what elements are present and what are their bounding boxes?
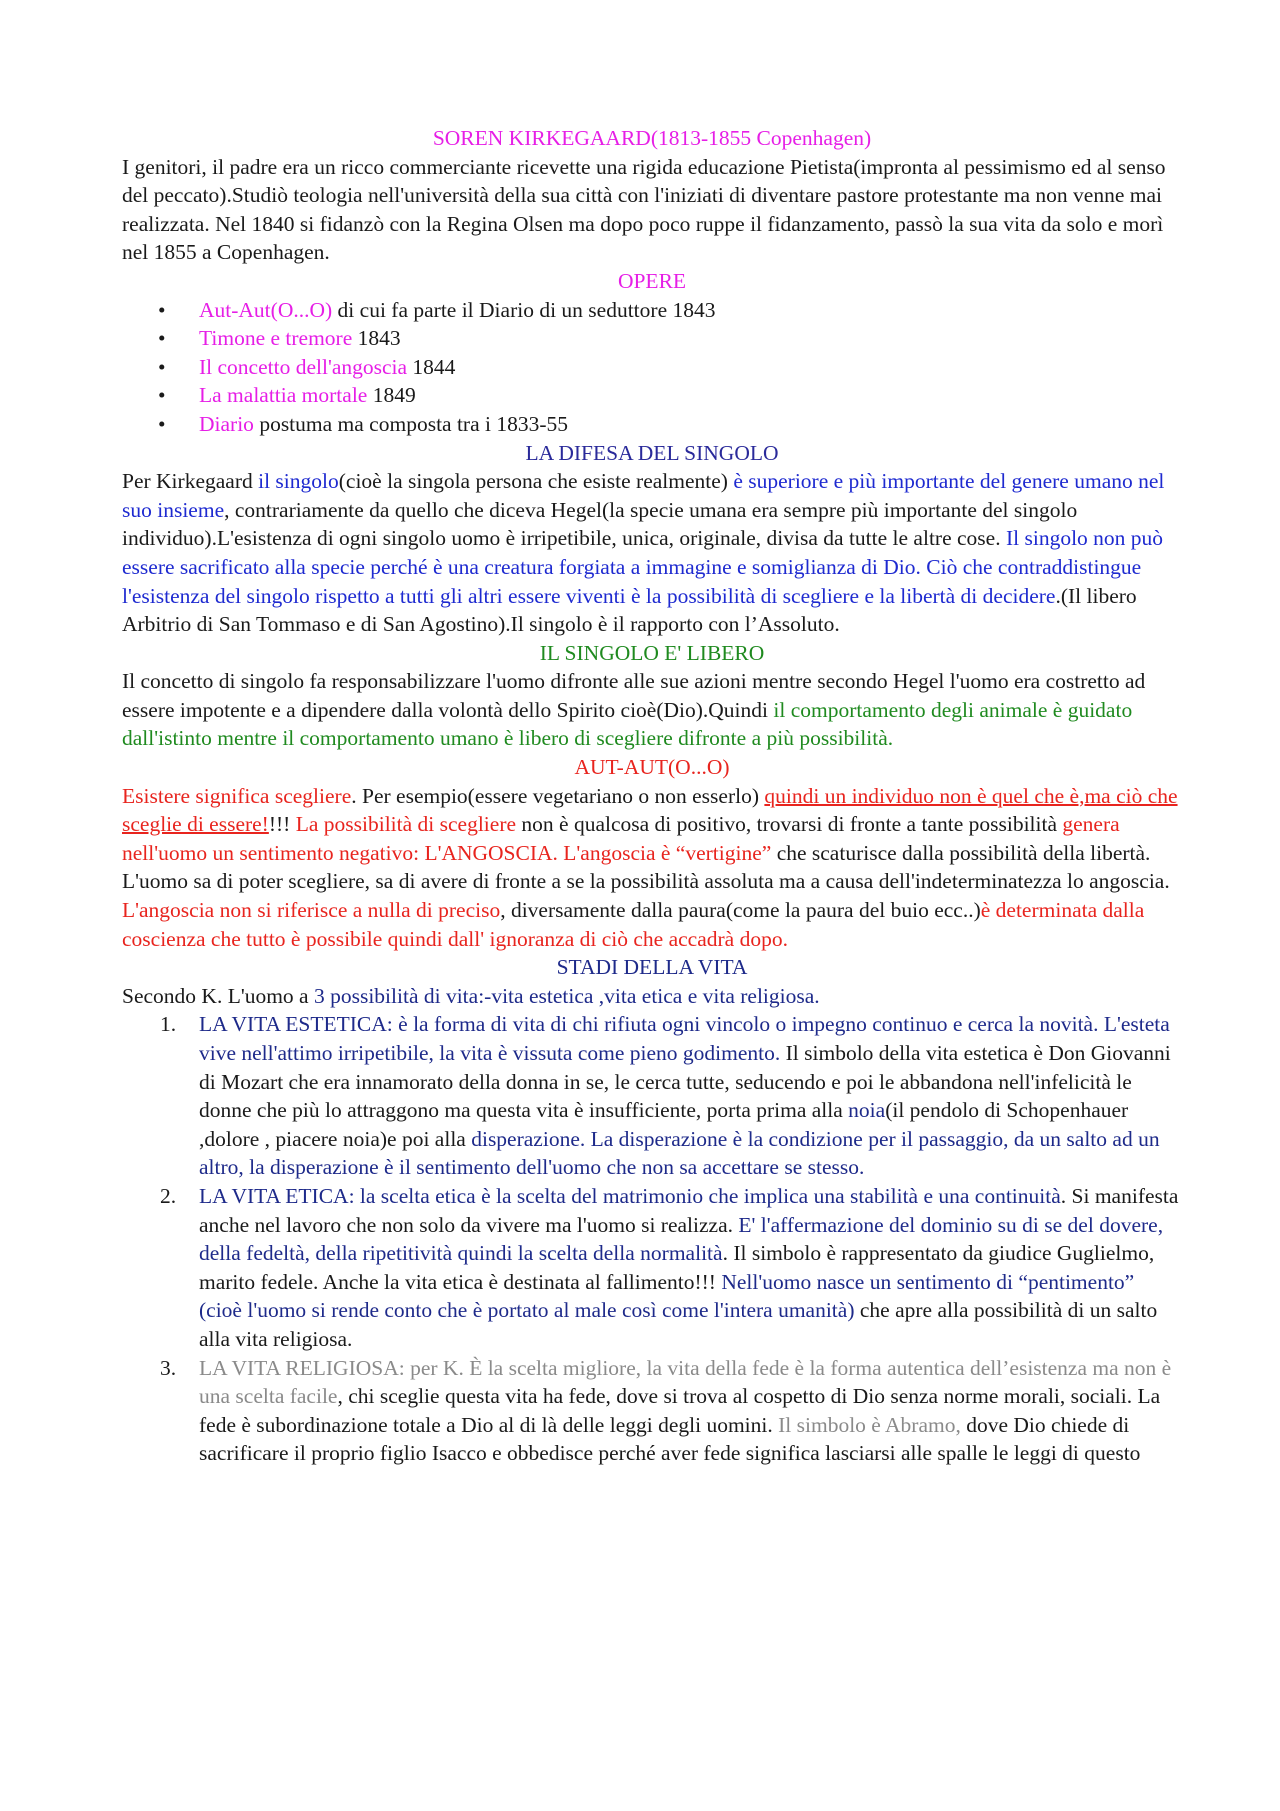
heading-libero: IL SINGOLO E' LIBERO [539, 640, 765, 665]
bullet: • [158, 354, 166, 379]
intro-paragraph: I genitori, il padre era un ricco commerciante ricevette una rigida educazione Pietista(impronta al pessimismo ed al senso del peccato).Studiò teologia nell'università della sua città con l'iniziati di diventare pastore protestante ma non venne mai realizzata. Nel 1840 si fidanzò con la Regina Olsen ma dopo poco ruppe il fidanzamento, passò la sua vita da solo e morì nel 1855 a Copenhagen. [122, 154, 1166, 265]
libero-paragraph: Il concetto di singolo fa responsabilizzare l'uomo difronte alle sue azioni mentre secondo Hegel l'uomo era costretto ad essere impotente e a dipendere dalla volontà dello Spirito cioè(Dio).Quindi il comportamento degli animale è guidato dall'istinto mentre il comportamento umano è libero di scegliere difronte a più possibilità. [122, 669, 1146, 751]
stadi-list [122, 1010, 1182, 1468]
list-item: • Aut-Aut(O...O) di cui fa parte il Diario di un seduttore 1843 [122, 296, 1182, 325]
document-page [122, 124, 1182, 1468]
list-item: • Diario postuma ma composta tra i 1833-55 [122, 410, 1182, 439]
bullet: • [158, 411, 166, 436]
opere-list [122, 296, 1182, 439]
bullet: • [158, 383, 166, 408]
document-title: SOREN KIRKEGAARD(1813-1855 Copenhagen) [432, 126, 872, 150]
autaut-paragraph: Esistere significa scegliere. Per esempio(essere vegetariano o non esserlo) quindi un individuo non è quel che è,ma ciò che sceglie di essere!!!! La possibilità di scegliere non è qualcosa di positivo, trovarsi di fronte a tante possibilità genera nell'uomo un sentimento negativo: L'ANGOSCIA. L'angoscia è “vertigine” che scaturisce dalla possibilità della libertà. L'uomo sa di poter scegliere, sa di avere di fronte a se la possibilità assoluta ma a causa dell'indeterminatezza lo angoscia. L'angoscia non si riferisce a nulla di preciso, diversamente dalla paura(come la paura del buio ecc..)è determinata dalla coscienza che tutto è possibile quindi dall' ignoranza di ciò che accadrà dopo. [122, 783, 1178, 951]
list-item: 2. LA VITA ETICA: la scelta etica è la scelta del matrimonio che implica una stabilità e una continuità. Si manifesta anche nel lavoro che non solo da vivere ma l'uomo si realizza. E' l'affermazione del dominio su di se del dovere, della fedeltà, della ripetitività quindi la scelta della normalità. Il simbolo è rappresentato da giudice Guglielmo, marito fedele. Anche la vita etica è destinata al fallimento!!! Nell'uomo nasce un sentimento di “pentimento” (cioè l'uomo si rende conto che è portato al male così come l'intera umanità) che apre alla possibilità di un salto alla vita religiosa. [160, 1183, 1179, 1351]
heading-stadi: STADI DELLA VITA [556, 955, 748, 980]
bullet: • [158, 297, 166, 322]
underlined-quote: quindi un individuo non è quel che è,ma ciò che sceglie di essere! [122, 783, 1178, 837]
list-item: 3. LA VITA RELIGIOSA: per K. È la scelta migliore, la vita della fede è la forma autentica dell’esistenza ma non è una scelta facile, chi sceglie questa vita ha fede, dove si trova al cospetto di Dio senza norme morali, sociali. La fede è subordinazione totale a Dio al di là delle leggi degli uomini. Il simbolo è Abramo, dove Dio chiede di sacrificare il proprio figlio Isacco e obbedisce perché aver fede significa lasciarsi alle spalle le leggi di questo [160, 1355, 1172, 1466]
bullet: • [158, 326, 166, 351]
list-item: 1. LA VITA ESTETICA: è la forma di vita di chi rifiuta ogni vincolo o impegno continuo e cerca la novità. L'esteta vive nell'attimo irripetibile, la vita è vissuta come pieno godimento. Il simbolo della vita estetica è Don Giovanni di Mozart che era innamorato della donna in se, le cerca tutte, seducendo e poi le abbandona nell'infelicità le donne che più lo attraggono ma questa vita è insufficiente, porta prima alla noia(il pendolo di Schopenhauer ,dolore , piacere noia)e poi alla disperazione. La disperazione è la condizione per il passaggio, da un salto ad un altro, la disperazione è il sentimento dell'uomo che non sa accettare se stesso. [160, 1012, 1171, 1180]
stadi-paragraph: Secondo K. L'uomo a 3 possibilità di vita:-vita estetica ,vita etica e vita religiosa. [122, 983, 820, 1008]
heading-autaut: AUT-AUT(O...O) [574, 755, 730, 780]
list-item: • La malattia mortale 1849 [122, 381, 1182, 410]
heading-opere: OPERE [617, 268, 687, 293]
list-item: • Timone e tremore 1843 [122, 324, 1182, 353]
list-item: • Il concetto dell'angoscia 1844 [122, 353, 1182, 382]
difesa-paragraph: Per Kirkegaard il singolo(cioè la singola persona che esiste realmente) è superiore e più importante del genere umano nel suo insieme, contrariamente da quello che diceva Hegel(la specie umana era sempre più importante del singolo individuo).L'esistenza di ogni singolo uomo è irripetibile, unica, originale, divisa da tutte le altre cose. Il singolo non può essere sacrificato alla specie perché è una creatura forgiata a immagine e somiglianza di Dio. Ciò che contraddistingue l'esistenza del singolo rispetto a tutti gli altri essere viventi è la possibilità di scegliere e la libertà di decidere.(Il libero Arbitrio di San Tommaso e di San Agostino).Il singolo è il rapporto con l’Assoluto. [122, 469, 1165, 637]
heading-difesa: LA DIFESA DEL SINGOLO [525, 440, 779, 465]
